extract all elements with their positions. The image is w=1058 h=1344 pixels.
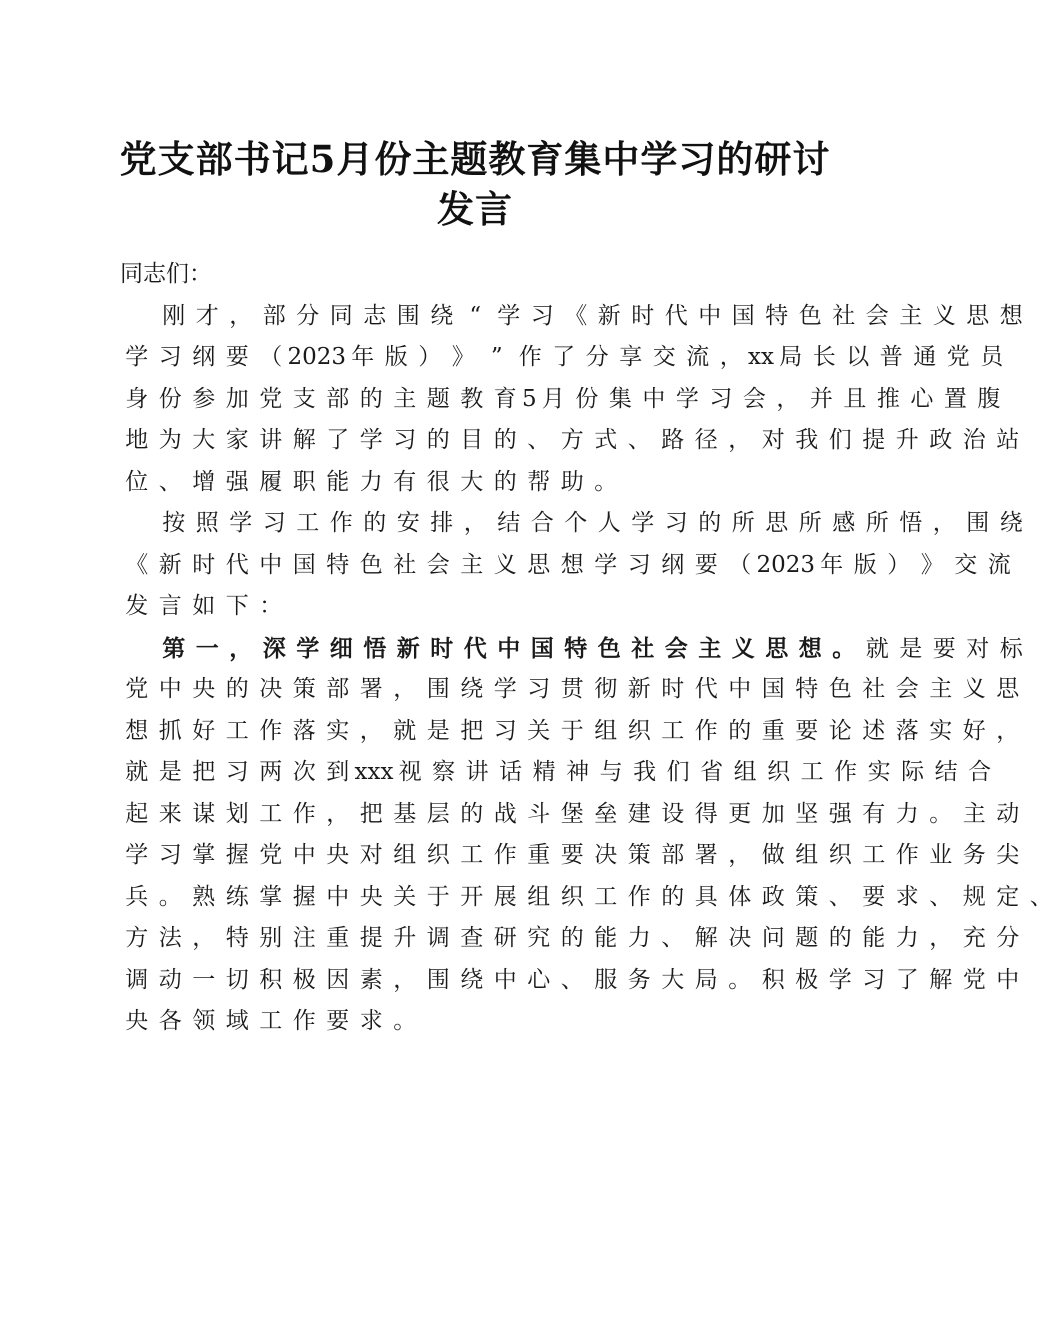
paragraph-line: 地 为 大 家 讲 解 了 学 习 的 目 的 、 方 式 、 路 径 ， 对 我 们 提 升 政 治 站 [125,427,1020,453]
paragraph-line: 兵 。 熟 练 掌 握 中 央 关 于 开 展 组 织 工 作 的 具 体 政 策 、 要 求 、 规 定 、 [125,883,1053,910]
paragraph-line: 想 抓 好 工 作 落 实 ， 就 是 把 习 关 于 组 织 工 作 的 重 要 论 述 落 实 好 ， [125,717,1020,744]
paragraph-line: 刚 才 ， 部 分 同 志 围 绕 “ 学 习 《 新 时 代 中 国 特 色 社 会 主 义 思 想 [162,302,1023,329]
paragraph-line: 就 是 把 习 两 次 到 xxx 视 察 讲 话 精 神 与 我 们 省 组 织 工 作 实 际 结 合 [125,759,992,785]
paragraph-line: 学 习 掌 握 党 中 央 对 组 织 工 作 重 要 决 策 部 署 ， 做 组 织 工 作 业 务 尖 [125,842,1020,868]
paragraph-line: 党 中 央 的 决 策 部 署 ， 围 绕 学 习 贯 彻 新 时 代 中 国 特 色 社 会 主 义 思 [125,676,1020,702]
paragraph-line: 身 份 参 加 党 支 部 的 主 题 教 育 5 月 份 集 中 学 习 会 ， 并 且 推 心 置 腹 [125,385,1001,412]
document-body [120,254,1053,1043]
paragraph-line: 起 来 谋 划 工 作 ， 把 基 层 的 战 斗 堡 垒 建 设 得 更 加 坚 强 有 力 。 主 动 [125,800,1020,827]
paragraph-line: 央 各 领 域 工 作 要 求 。 [125,1008,417,1034]
paragraph-line: 按 照 学 习 工 作 的 安 排 ， 结 合 个 人 学 习 的 所 思 所 感 所 悟 ， 围 绕 [162,510,1023,536]
paragraph-line: 方 法 ， 特 别 注 重 提 升 调 查 研 究 的 能 力 、 解 决 问 题 的 能 力 ， 充 分 [125,925,1020,951]
paragraph-line: 调 动 一 切 积 极 因 素 ， 围 绕 中 心 、 服 务 大 局 。 积 极 学 习 了 解 党 中 [125,966,1020,993]
paragraph-line: 学 习 纲 要 （ 2023 年 版 ） 》 ” 作 了 分 享 交 流 ， xx 局 长 以 普 通 党 员 [125,344,1004,370]
paragraph-line: 第 一 ， 深 学 细 悟 新 时 代 中 国 特 色 社 会 主 义 思 想 。 就 是 要 对 标 [162,634,1023,662]
paragraph-line: 《 新 时 代 中 国 特 色 社 会 主 义 思 想 学 习 纲 要 （ 2023 年 版 ） 》 交 流 [125,551,1011,578]
paragraph-line: 位 、 增 强 履 职 能 力 有 很 大 的 帮 助 。 [125,468,618,495]
salutation: 同志们： [120,261,212,287]
document-title: 党支部书记5月份主题教育集中学习的研讨发言 [119,137,831,231]
paragraph-line: 发 言 如 下 ： [125,593,283,619]
